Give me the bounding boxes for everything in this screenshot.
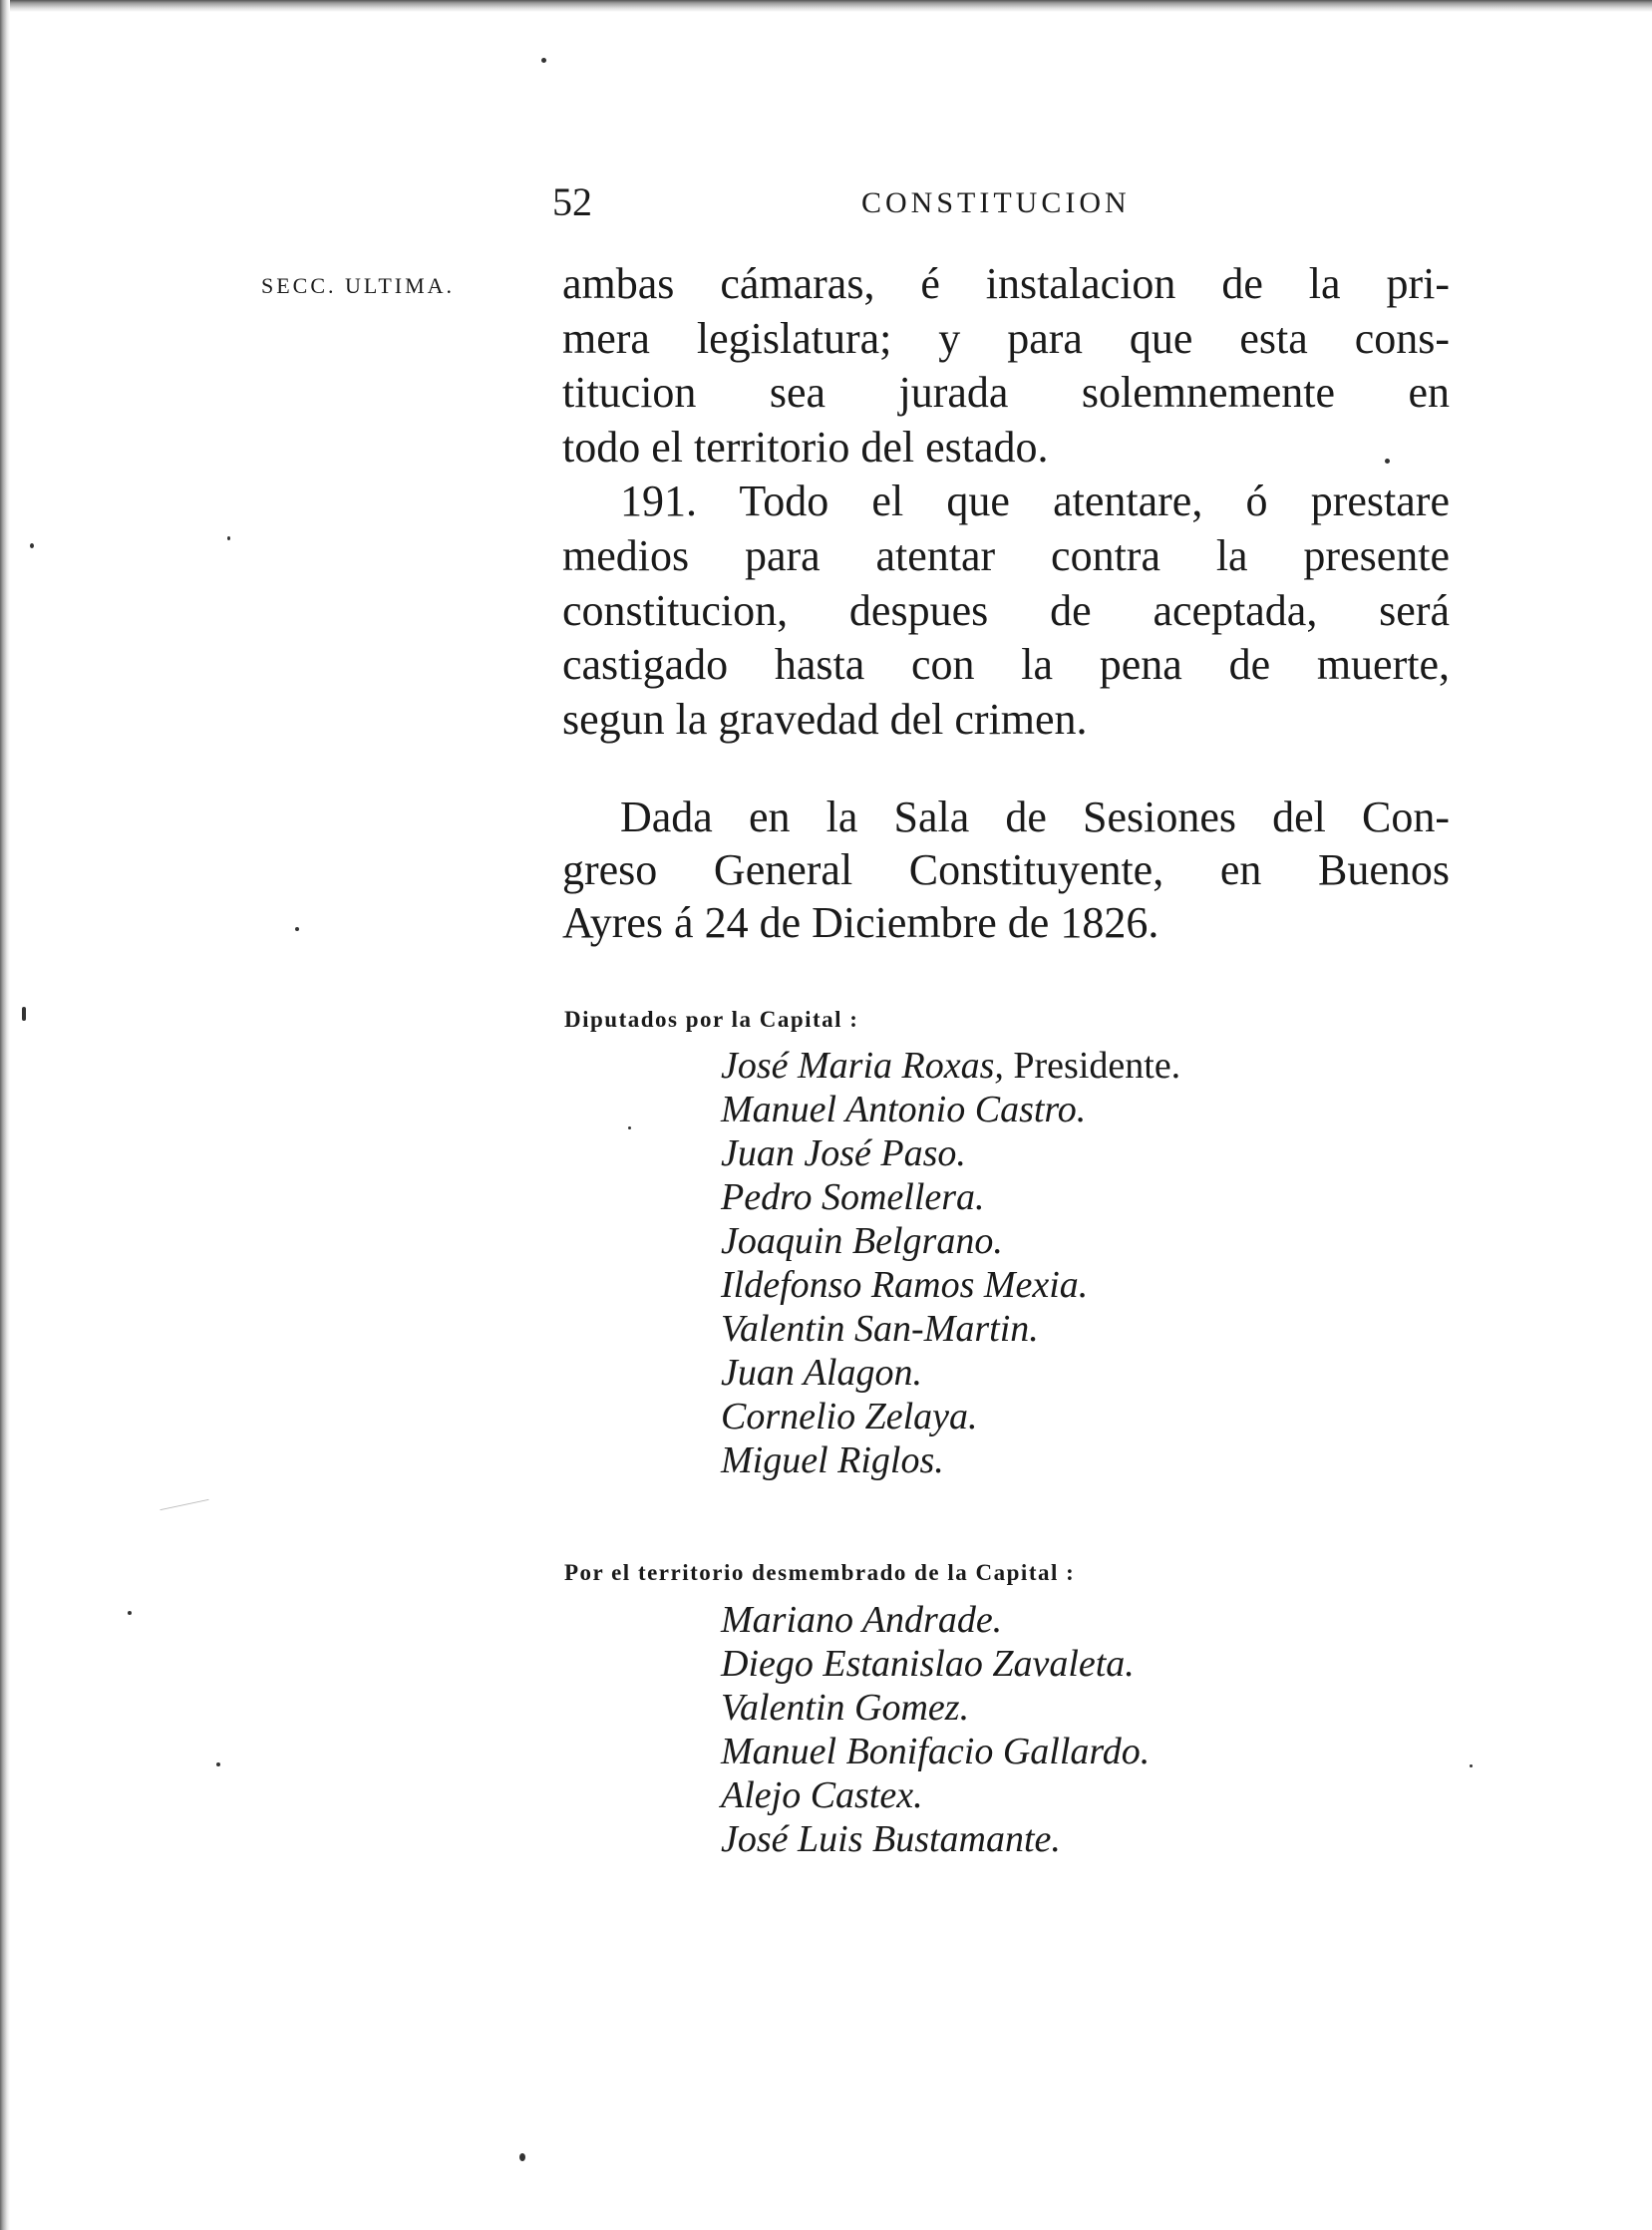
text-line: ambas cámaras, é instalacion de la pri- xyxy=(562,259,1450,308)
text-line: constitucion, despues de aceptada, será xyxy=(562,585,1450,635)
signers-capital xyxy=(721,1044,1180,1482)
paper-speck xyxy=(295,927,299,931)
signer-name: Valentin Gomez. xyxy=(721,1687,970,1729)
text-line: todo el territorio del estado. xyxy=(562,422,1049,472)
running-head: CONSTITUCION xyxy=(861,186,1131,219)
text-line: Ayres á 24 de Diciembre de 1826. xyxy=(562,898,1159,947)
signer-name: Valentin San-Martin. xyxy=(721,1308,1039,1350)
group-label-capital: Diputados por la Capital : xyxy=(564,1007,859,1032)
margin-note: SECC. ULTIMA. xyxy=(261,273,456,298)
signer-name: Manuel Bonifacio Gallardo. xyxy=(721,1731,1151,1772)
text-line: Dada en la Sala de Sesiones del Con- xyxy=(620,793,1450,841)
page-left-edge xyxy=(0,0,10,2230)
text-line: greso General Constituyente, en Buenos xyxy=(562,845,1450,894)
signer-role: Presidente. xyxy=(1013,1045,1181,1087)
signer-name: Manuel Antonio Castro. xyxy=(721,1089,1087,1130)
text-line: mera legislatura; y para que esta cons- xyxy=(562,313,1450,363)
body-text xyxy=(562,257,1450,747)
paper-speck xyxy=(519,2153,525,2161)
paper-speck xyxy=(216,1762,220,1766)
dating-clause xyxy=(562,791,1450,949)
signer-name: Pedro Somellera. xyxy=(721,1176,985,1218)
signer-name: Joaquin Belgrano. xyxy=(721,1220,1003,1262)
page-top-edge xyxy=(0,0,1652,12)
signer-name: Juan Alagon. xyxy=(721,1352,922,1394)
text-line: castigado hasta con la pena de muerte, xyxy=(562,640,1450,690)
signer-name: Cornelio Zelaya. xyxy=(721,1396,978,1437)
paper-speck xyxy=(628,1126,631,1129)
signer-name: Alejo Castex. xyxy=(721,1774,923,1816)
signer-name: Diego Estanislao Zavaleta. xyxy=(721,1643,1135,1685)
signer-name: José Luis Bustamante. xyxy=(721,1818,1061,1860)
paper-speck xyxy=(128,1611,132,1615)
paper-speck xyxy=(30,543,34,548)
page-number: 52 xyxy=(552,179,592,224)
text-line: medios para atentar contra la presente xyxy=(562,530,1450,580)
page-header xyxy=(552,177,1151,227)
article-191-line: 191. Todo el que atentare, ó prestare xyxy=(620,477,1450,526)
signer-name: José Maria Roxas, Presidente. xyxy=(721,1045,1181,1087)
signer-name: Juan José Paso. xyxy=(721,1132,966,1174)
paper-speck xyxy=(22,1007,26,1021)
paper-speck xyxy=(1385,459,1390,464)
paper-speck xyxy=(227,536,230,540)
text-line: segun la gravedad del crimen. xyxy=(562,694,1088,744)
group-label-territory: Por el territorio desmembrado de la Capital : xyxy=(564,1560,1076,1585)
paper-speck xyxy=(541,58,546,63)
signers-territory xyxy=(721,1598,1150,1861)
signer-name: Ildefonso Ramos Mexia. xyxy=(721,1264,1089,1306)
text-line: titucion sea jurada solemnemente en xyxy=(562,368,1450,418)
signer-name: Miguel Riglos. xyxy=(721,1439,944,1481)
paper-mark xyxy=(160,1499,208,1510)
paper-speck xyxy=(1470,1764,1473,1767)
signer-name: Mariano Andrade. xyxy=(721,1599,1003,1641)
